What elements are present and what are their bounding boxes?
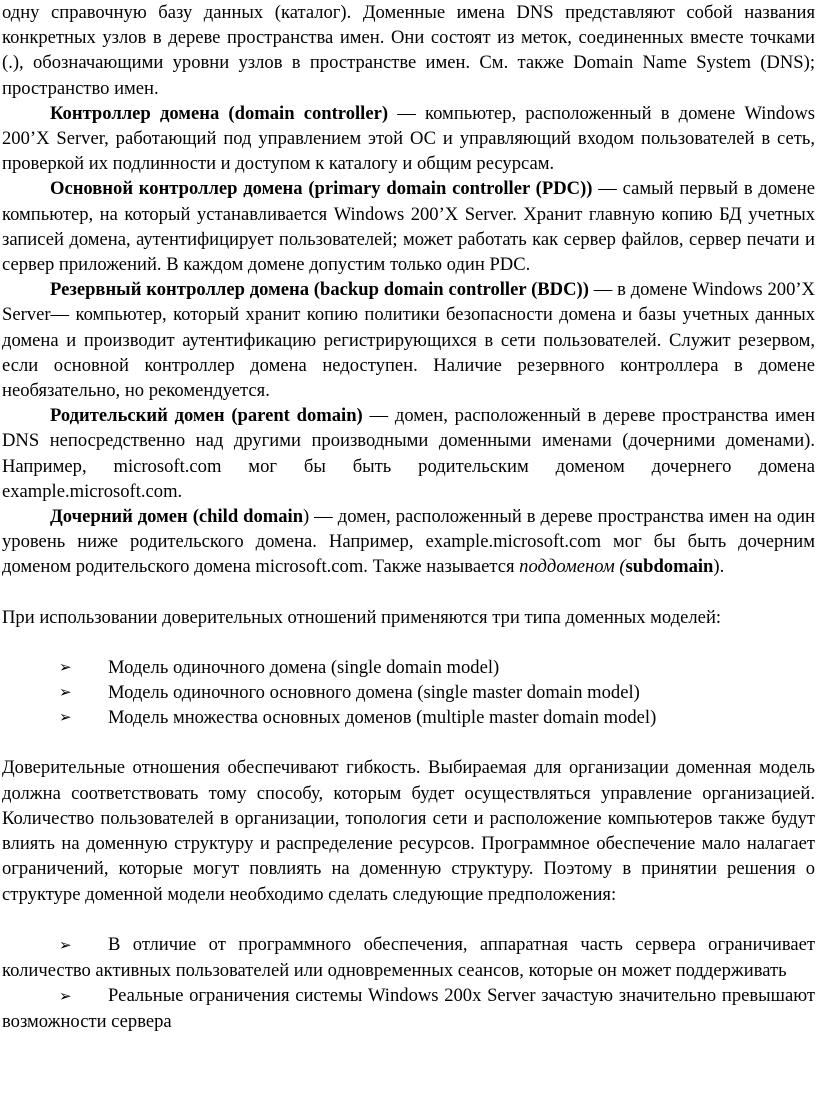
definition-text: — самый первый в домене компьютер, на который устанавливается Windows 200’X Server. Хранит главную копию БД учетных записей домена, аутентифицирует пользователей; может работать как сервер файлов, сервер печати и сервер приложений. В каждом домене допустим только один PDC. <box>2 178 816 276</box>
list-item <box>2 680 815 705</box>
list-item <box>2 983 815 1034</box>
definition-term: Резервный контроллер домена (backup domain controller (BDC)) <box>50 279 589 301</box>
list-item <box>2 655 815 680</box>
list-item-text: Модель множества основных доменов (multiple master domain model) <box>108 707 657 729</box>
definition-child-domain <box>2 504 815 580</box>
definition-text: ) — домен, расположенный в дереве пространства имен на один уровень ниже родительского домена. Например, example.microsoft.com мог бы быть дочерним доменом родительского домена microsoft.com. Также называется <box>2 506 815 578</box>
definition-parent-domain <box>2 403 815 504</box>
definition-pdc <box>2 176 815 277</box>
definition-term: Контроллер домена (domain controller) <box>50 102 389 124</box>
trust-paragraph: Доверительные отношения обеспечивают гибкость. Выбираемая для организации доменная модель должна соответствовать тому способу, которым будет осуществляться управление организацией. Количество пользователей в организации, топология сети и расположение компьютеров также будут влиять на доменную структуру и распределение ресурсов. Программное обеспечение мало налагает ограничений, которые могут повлиять на доменную структуру. Поэтому в принятии решения о структуре доменной модели необходимо сделать следующие предположения: <box>2 757 815 905</box>
definition-term: Родительский домен (parent domain) <box>50 405 363 427</box>
definition-text: — в домене Windows 200’X Server— компьютер, который хранит копию политики безопасности домена и базы учетных данных домена и производит аутентификацию регистрирующихся в сети пользователей. Служит резервом, если основной контроллер домена недоступен. Наличие резервного контроллера в домене необязательно, но рекомендуется. <box>2 279 815 402</box>
definition-text: — домен, расположенный в дереве пространства имен DNS непосредственно над другими производными доменными именами (дочерними доменами). Например, microsoft.com мог бы быть родительским доменом дочернего домена example.microsoft.com. <box>2 405 815 502</box>
list-item-text: Реальные ограничения системы Windows 200x Server зачастую значительно превышают возможности сервера <box>2 985 815 1033</box>
arrow-bullet-icon: ➢ <box>59 987 72 1006</box>
spacer <box>2 580 815 605</box>
list-item <box>2 932 815 983</box>
spacer <box>2 630 815 655</box>
list-item-text: В отличие от программного обеспечения, аппаратная часть сервера ограничивает количество активных пользователей или одновременных сеансов, которые он может поддерживать <box>2 933 815 981</box>
definition-term: Основной контроллер домена (primary domain controller (PDC)) <box>50 178 593 200</box>
definition-text: — компьютер, расположенный в домене Windows 200’X Server, работающий под управлением этой ОС и управляющий входом пользователей в сеть, проверкой их подлинности и доступом к каталогу и общим ресурсам. <box>2 102 815 175</box>
definition-italic-term: поддоменом ( <box>519 556 626 578</box>
list-item-text: Модель одиночного домена (single domain model) <box>108 656 500 678</box>
spacer <box>2 907 815 932</box>
list-item <box>2 705 815 730</box>
definition-bdc <box>2 277 815 403</box>
assumptions-list <box>2 932 815 1035</box>
intro-paragraph: одну справочную базу данных (каталог). Доменные имена DNS представляют собой названия конкретных узлов в дереве пространства имен. Они состоят из меток, соединенных вместе точками (.), обозначающими уровни узлов в пространстве имен. См. также Domain Name System (DNS); пространство имен. <box>2 2 815 99</box>
spacer <box>2 730 815 755</box>
definition-term: Дочерний домен (child domain <box>50 506 304 528</box>
definition-tail: ). <box>713 556 725 578</box>
models-intro: При использовании доверительных отношений применяются три типа доменных моделей: <box>2 606 722 628</box>
arrow-bullet-icon: ➢ <box>59 657 72 676</box>
arrow-bullet-icon: ➢ <box>59 708 72 727</box>
arrow-bullet-icon: ➢ <box>59 683 72 702</box>
arrow-bullet-icon: ➢ <box>59 935 72 954</box>
definition-bold-term: subdomain <box>625 556 714 578</box>
domain-models-list <box>2 655 815 731</box>
definition-domain-controller <box>2 101 815 177</box>
list-item-text: Модель одиночного основного домена (single master domain model) <box>108 682 640 704</box>
